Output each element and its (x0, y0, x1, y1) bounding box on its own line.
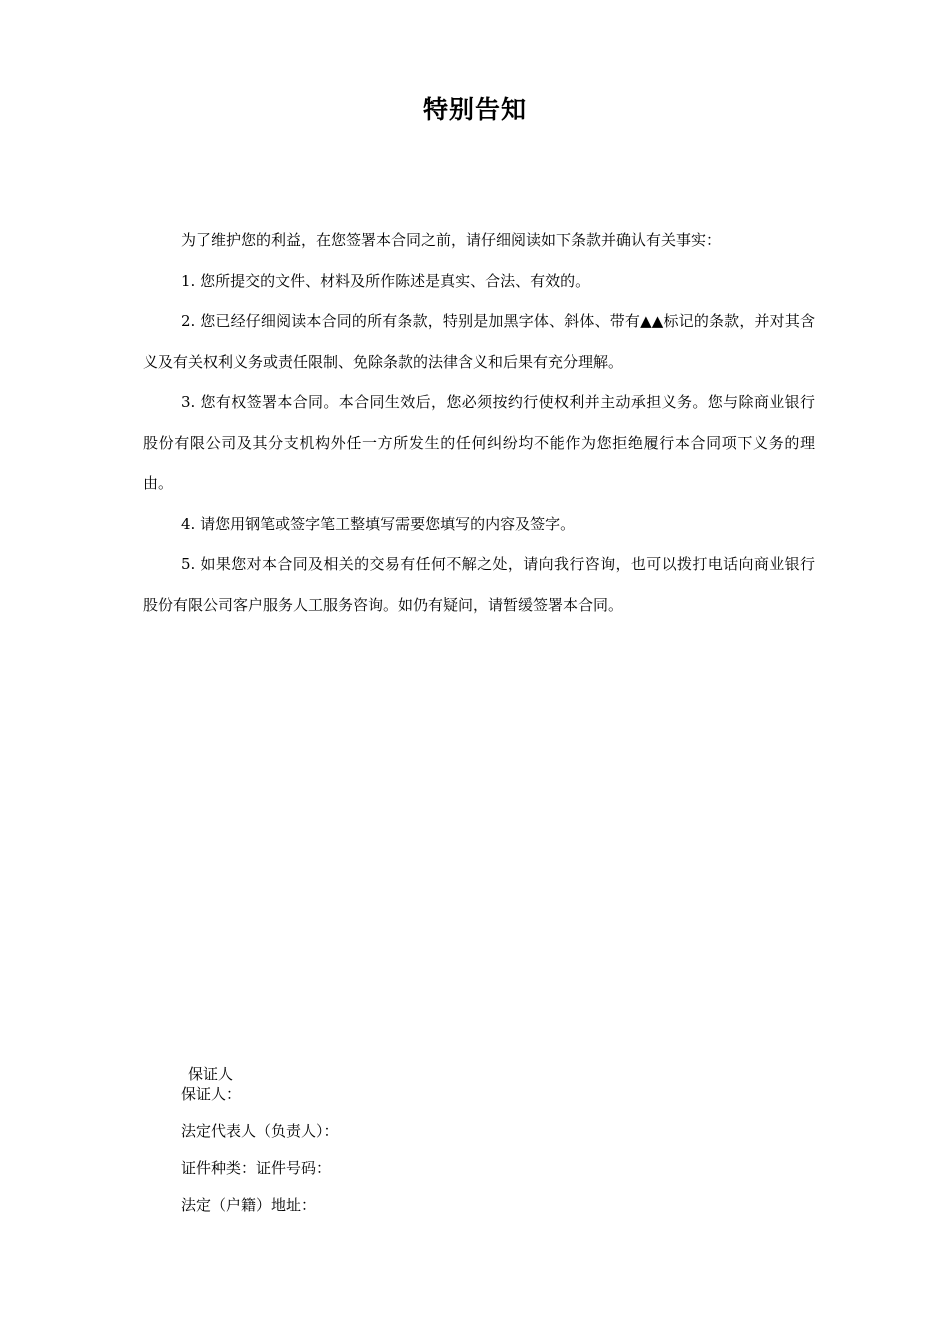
document-title: 特别告知 (422, 95, 527, 124)
notice-item-1: 1. 您所提交的文件、材料及所作陈述是真实、合法、有效的。 (181, 271, 591, 290)
notice-item-5: 5. 如果您对本合同及相关的交易有任何不解之处，请向我行咨询，也可以拨打电话向商业银行股份有限公司客户服务人工服务咨询。如仍有疑问，请暂缓签署本合同。 (143, 555, 815, 614)
signature-block (181, 1082, 339, 1230)
notice-item-3: 3. 您有权签署本合同。本合同生效后，您必须按约行使权利并主动承担义务。您与除商业银行股份有限公司及其分支机构外任一方所发生的任何纠纷均不能作为您拒绝履行本合同项下义务的理由。 (143, 393, 815, 492)
guarantor-label: 保证人： (181, 1085, 242, 1103)
notice-item-4: 4. 请您用钢笔或签字笔工整填写需要您填写的内容及签字。 (181, 514, 576, 533)
signature-header: 保证人 (188, 1065, 234, 1083)
id-type-number-label: 证件种类：证件号码： (181, 1159, 332, 1177)
notice-body (143, 220, 815, 625)
intro-paragraph: 为了维护您的利益，在您签署本合同之前，请仔细阅读如下条款并确认有关事实： (181, 231, 722, 249)
legal-representative-label: 法定代表人（负责人）： (181, 1122, 339, 1140)
notice-item-2: 2. 您已经仔细阅读本合同的所有条款，特别是加黑字体、斜体、带有▲▲标记的条款，并对其含义及有关权利义务或责任限制、免除条款的法律含义和后果有充分理解。 (143, 312, 815, 371)
address-label: 法定（户籍）地址： (181, 1196, 317, 1214)
